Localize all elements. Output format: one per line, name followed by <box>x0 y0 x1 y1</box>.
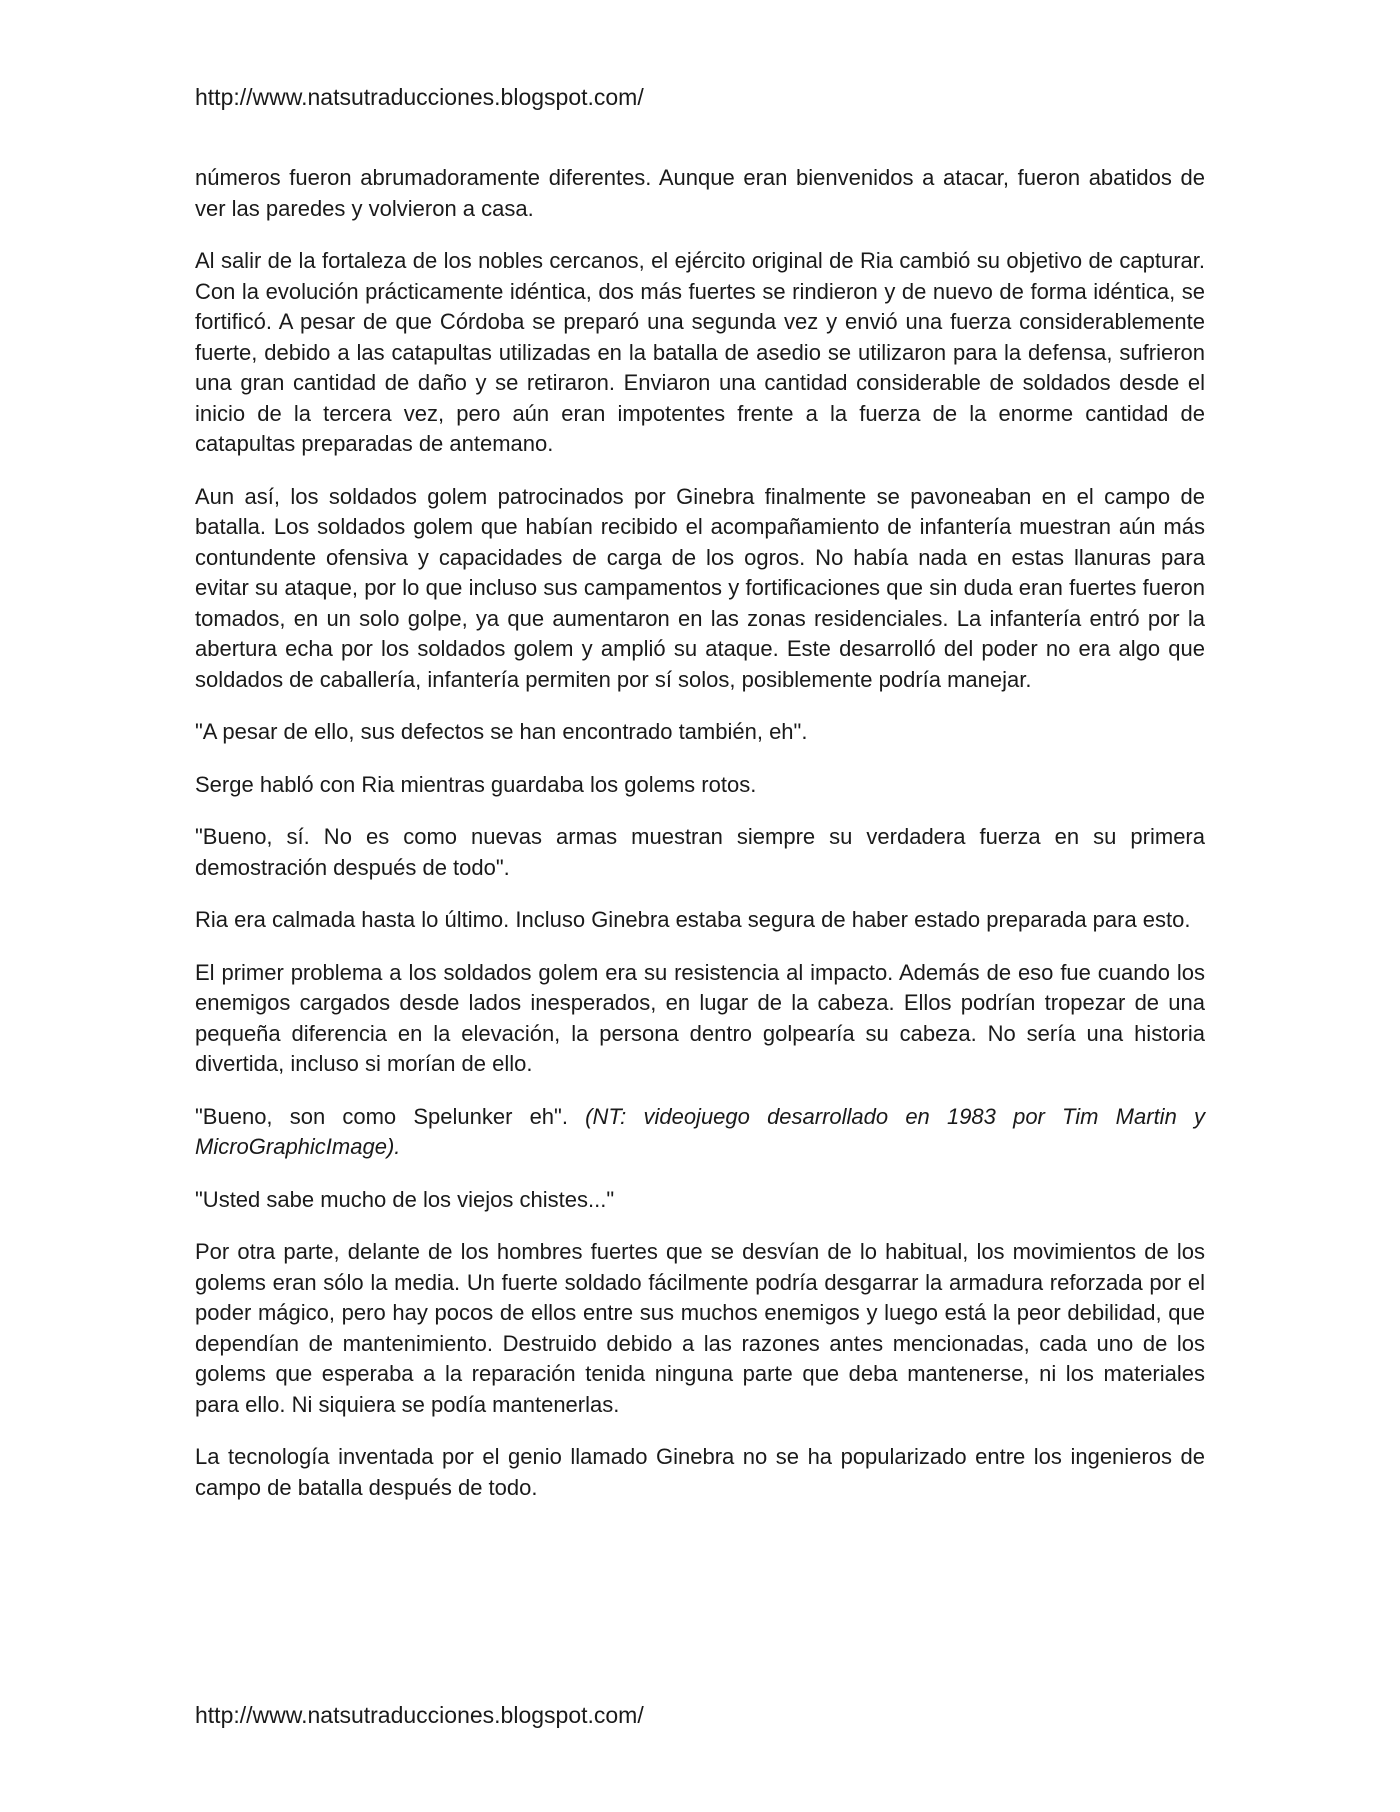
spelunker-quote: "Bueno, son como Spelunker eh". <box>195 1103 568 1129</box>
paragraph: "Usted sabe mucho de los viejos chistes..." <box>195 1186 615 1212</box>
paragraph: Serge habló con Ria mientras guardaba los golems rotos. <box>195 771 757 797</box>
header-url: http://www.natsutraducciones.blogspot.com/ <box>195 84 644 110</box>
paragraph: El primer problema a los soldados golem era su resistencia al impacto. Además de eso fue cuando los enemigos cargados desde lados inesperados, en lugar de la cabeza. Ellos podrían tropezar de una pequeña diferencia en la elevación, la persona dentro golpearía su cabeza. No sería una historia divertida, incluso si morían de ello. <box>195 959 1205 1076</box>
paragraph: Aun así, los soldados golem patrocinados por Ginebra finalmente se pavoneaban en el campo de batalla. Los soldados golem que habían recibido el acompañamiento de infantería muestran aún más contundente ofensiva y capacidades de carga de los ogros. No había nada en estas llanuras para evitar su ataque, por lo que incluso sus campamentos y fortificaciones que sin duda eran fuertes fueron tomados, en un solo golpe, ya que aumentaron en las zonas residenciales. La infantería entró por la abertura echa por los soldados golem y amplió su ataque. Este desarrolló del poder no era algo que soldados de caballería, infantería permiten por sí solos, posiblemente podría manejar. <box>195 483 1205 692</box>
paragraph: Por otra parte, delante de los hombres fuertes que se desvían de lo habitual, los movimientos de los golems eran sólo la media. Un fuerte soldado fácilmente podría desgarrar la armadura reforzada por el poder mágico, pero hay pocos de ellos entre sus muchos enemigos y luego está la peor debilidad, que dependían de mantenimiento. Destruido debido a las razones antes mencionadas, cada uno de los golems que esperaba a la reparación tenida ninguna parte que deba mantenerse, ni los materiales para ello. Ni siquiera se podía mantenerlas. <box>195 1239 1205 1417</box>
paragraph: "Bueno, sí. No es como nuevas armas muestran siempre su verdadera fuerza en su primera demostración después de todo". <box>195 824 1205 880</box>
paragraph: Ria era calmada hasta lo último. Incluso Ginebra estaba segura de haber estado preparada para esto. <box>195 907 1191 932</box>
footer-url: http://www.natsutraducciones.blogspot.com/ <box>195 1702 644 1728</box>
paragraph-spelunker <box>195 1102 1205 1163</box>
paragraph: La tecnología inventada por el genio llamado Ginebra no se ha popularizado entre los ingenieros de campo de batalla después de todo. <box>195 1444 1205 1500</box>
paragraph: Al salir de la fortaleza de los nobles cercanos, el ejército original de Ria cambió su objetivo de capturar. Con la evolución prácticamente idéntica, dos más fuertes se rindieron y de nuevo de forma idéntica, se fortificó. A pesar de que Córdoba se preparó una segunda vez y envió una fuerza considerablemente fuerte, debido a las catapultas utilizadas en la batalla de asedio se utilizaron para la defensa, sufrieron una gran cantidad de daño y se retiraron. Enviaron una cantidad considerable de soldados desde el inicio de la tercera vez, pero aún eran impotentes frente a la fuerza de la enorme cantidad de catapultas preparadas de antemano. <box>195 248 1205 456</box>
page-body <box>195 163 1205 1525</box>
paragraph: "A pesar de ello, sus defectos se han encontrado también, eh". <box>195 719 808 744</box>
translator-note: (NT: videojuego desarrollado en 1983 por Tim Martin y MicroGraphicImage). <box>195 1103 1205 1159</box>
paragraph: números fueron abrumadoramente diferentes. Aunque eran bienvenidos a atacar, fueron abatidos de ver las paredes y volvieron a casa. <box>195 165 1205 221</box>
